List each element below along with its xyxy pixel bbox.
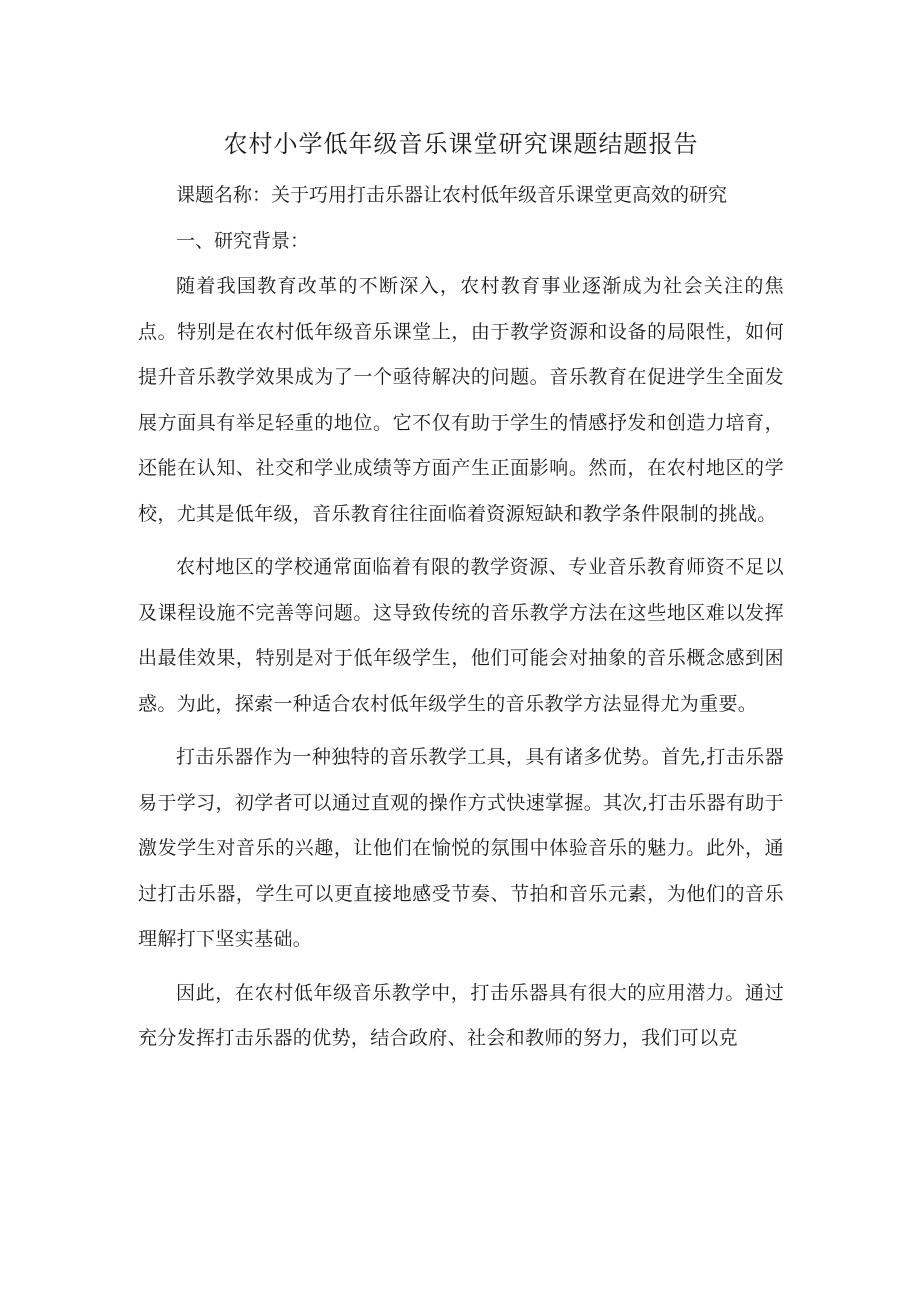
paragraph-1: 随着我国教育改革的不断深入，农村教育事业逐渐成为社会关注的焦点。特别是在农村低年级音乐课堂上，由于教学资源和设备的局限性，如何提升音乐教学效果成为了一个亟待解决的问题。音乐教育在促进学生全面发展方面具有举足轻重的地位。它不仅有助于学生的情感抒发和创造力培育，还能在认知、社交和学业成绩等方面产生正面影响。然而，在农村地区的学校，尤其是低年级，音乐教育往往面临着资源短缺和教学条件限制的挑战。 — [138, 275, 784, 525]
document-body — [138, 116, 784, 1070]
paragraph-3: 打击乐器作为一种独特的音乐教学工具，具有诸多优势。首先,打击乐器易于学习，初学者可以通过直观的操作方式快速掌握。其次,打击乐器有助于激发学生对音乐的兴趣，让他们在愉悦的氛围中体验音乐的魅力。此外，通过打击乐器，学生可以更直接地感受节奏、节拍和音乐元素，为他们的音乐理解打下坚实基础。 — [138, 746, 784, 950]
section-heading-background: 一、研究背景： — [176, 230, 310, 252]
paragraph-2: 农村地区的学校通常面临着有限的教学资源、专业音乐教育师资不足以及课程设施不完善等问题。这导致传统的音乐教学方法在这些地区难以发挥出最佳效果，特别是对于低年级学生，他们可能会对抽象的音乐概念感到困惑。为此，探索一种适合农村低年级学生的音乐教学方法显得尤为重要。 — [138, 556, 784, 715]
topic-name-line: 课题名称：关于巧用打击乐器让农村低年级音乐课堂更高效的研究 — [176, 184, 728, 206]
paragraph-4: 因此，在农村低年级音乐教学中，打击乐器具有很大的应用潜力。通过充分发挥打击乐器的优势，结合政府、社会和教师的努力，我们可以克 — [138, 981, 784, 1049]
document-title: 农村小学低年级音乐课堂研究课题结题报告 — [223, 130, 699, 158]
